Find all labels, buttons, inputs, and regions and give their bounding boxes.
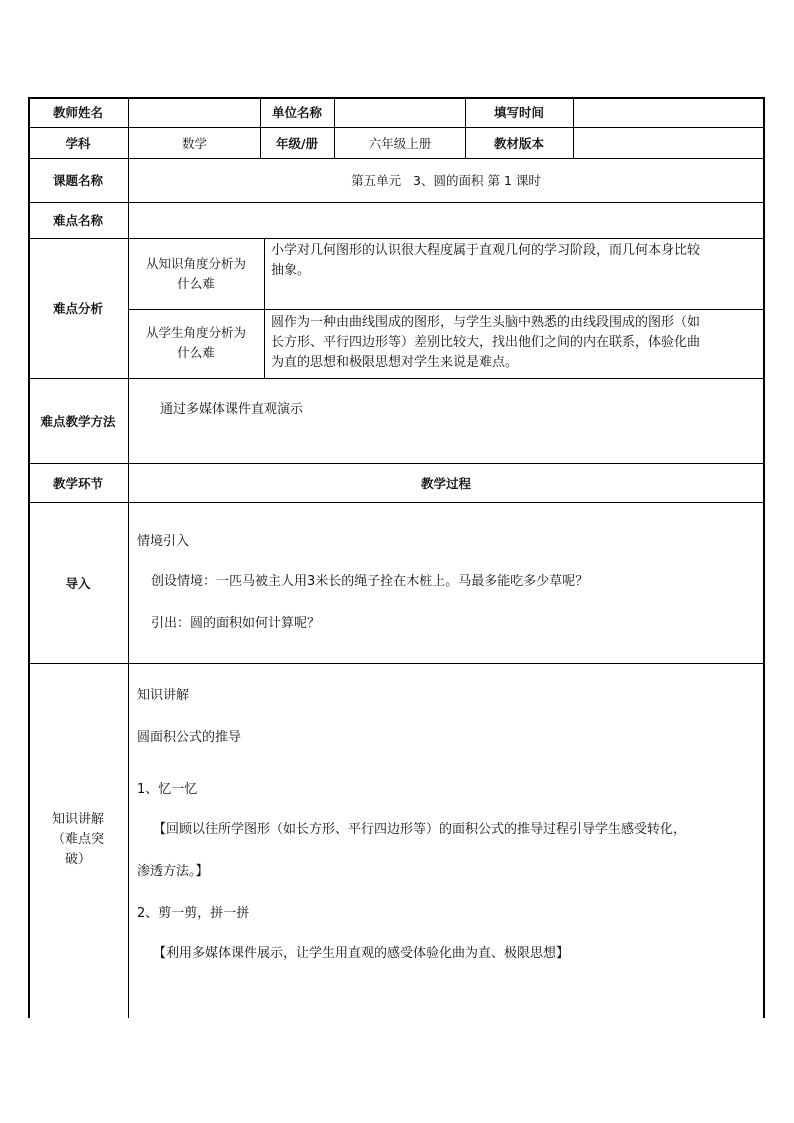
knowledge-stage-label-line2: （难点突 [51, 832, 104, 847]
student-angle-label-line1: 从学生角度分析为 [145, 325, 246, 340]
knowledge-line-recall: 1、忆一忆 [137, 782, 198, 797]
knowledge-line-derivation: 圆面积公式的推导 [137, 730, 242, 745]
knowledge-line-heading: 知识讲解 [137, 688, 190, 703]
knowledge-stage-label-line3: 破） [64, 852, 91, 867]
teaching-stage-header: 教学环节 [52, 475, 103, 491]
teaching-method-value: 通过多媒体课件直观演示 [160, 402, 304, 417]
edition-label: 教材版本 [493, 135, 544, 151]
student-angle-text-line1: 圆作为一种由曲线围成的图形，与学生头脑中熟悉的由线段围成的图形（如 [271, 315, 701, 330]
intro-line-question: 引出：圆的面积如何计算呢？ [151, 616, 321, 631]
col-divider [264, 238, 265, 378]
knowledge-line-cut-assemble: 2、剪一剪，拼一拼 [137, 906, 250, 921]
knowledge-stage-label-line1: 知识讲解 [51, 812, 104, 827]
difficulty-analysis-label: 难点分析 [52, 301, 103, 316]
knowledge-angle-label-line2: 什么难 [177, 276, 215, 291]
teacher-name-label: 教师姓名 [52, 104, 103, 120]
grade-label: 年级/册 [275, 135, 319, 151]
subject-value: 数学 [181, 135, 207, 151]
difficulty-name-value[interactable] [129, 203, 763, 238]
intro-stage-label: 导入 [65, 575, 91, 591]
knowledge-line-recall-detail: 【回顾以往所学图形（如长方形、平行四边形等）的面积公式的推导过程引导学生感受转化， [153, 822, 687, 837]
teaching-process-header: 教学过程 [420, 475, 471, 491]
knowledge-angle-text-line1: 小学对几何图形的认识很大程度属于直观几何的学习阶段，而几何本身比较 [271, 243, 701, 258]
lesson-title-value: 第五单元 3、圆的面积 第 1 课时 [351, 173, 541, 188]
teaching-method-label: 难点教学方法 [40, 413, 116, 429]
row-divider [28, 238, 765, 239]
student-angle-label-line2: 什么难 [177, 345, 215, 360]
row-divider [28, 378, 765, 379]
knowledge-line-recall-method: 渗透方法。】 [137, 864, 209, 879]
edition-value[interactable] [574, 128, 763, 158]
lesson-title-label: 课题名称 [52, 173, 103, 188]
knowledge-angle-text-line2: 抽象。 [271, 263, 311, 278]
knowledge-line-multimedia: 【利用多媒体课件展示，让学生用直观的感受体验化曲为直、极限思想】 [153, 946, 570, 961]
unit-name-value[interactable] [335, 97, 465, 127]
fill-date-label: 填写时间 [493, 104, 544, 120]
unit-name-label: 单位名称 [271, 104, 322, 120]
difficulty-name-label: 难点名称 [52, 213, 103, 228]
subject-label: 学科 [65, 135, 91, 151]
fill-date-value[interactable] [574, 97, 763, 127]
row-divider [28, 502, 765, 503]
grade-value: 六年级上册 [368, 135, 432, 151]
lesson-plan-table [28, 97, 765, 1018]
knowledge-angle-label-line1: 从知识角度分析为 [145, 256, 246, 271]
row-divider [28, 663, 765, 664]
intro-line-scenario: 情境引入 [137, 534, 190, 549]
student-angle-text-line3: 为直的思想和极限思想对学生来说是难点。 [271, 355, 519, 370]
row-divider [128, 309, 765, 310]
student-angle-text-line2: 长方形、平行四边形等）差别比较大，找出他们之间的内在联系，体验化曲 [271, 335, 701, 350]
teacher-name-value[interactable] [129, 97, 260, 127]
intro-line-setup: 创设情境：一匹马被主人用3米长的绳子拴在木桩上。马最多能吃多少草呢？ [151, 574, 589, 589]
table-border-right [763, 97, 765, 1018]
